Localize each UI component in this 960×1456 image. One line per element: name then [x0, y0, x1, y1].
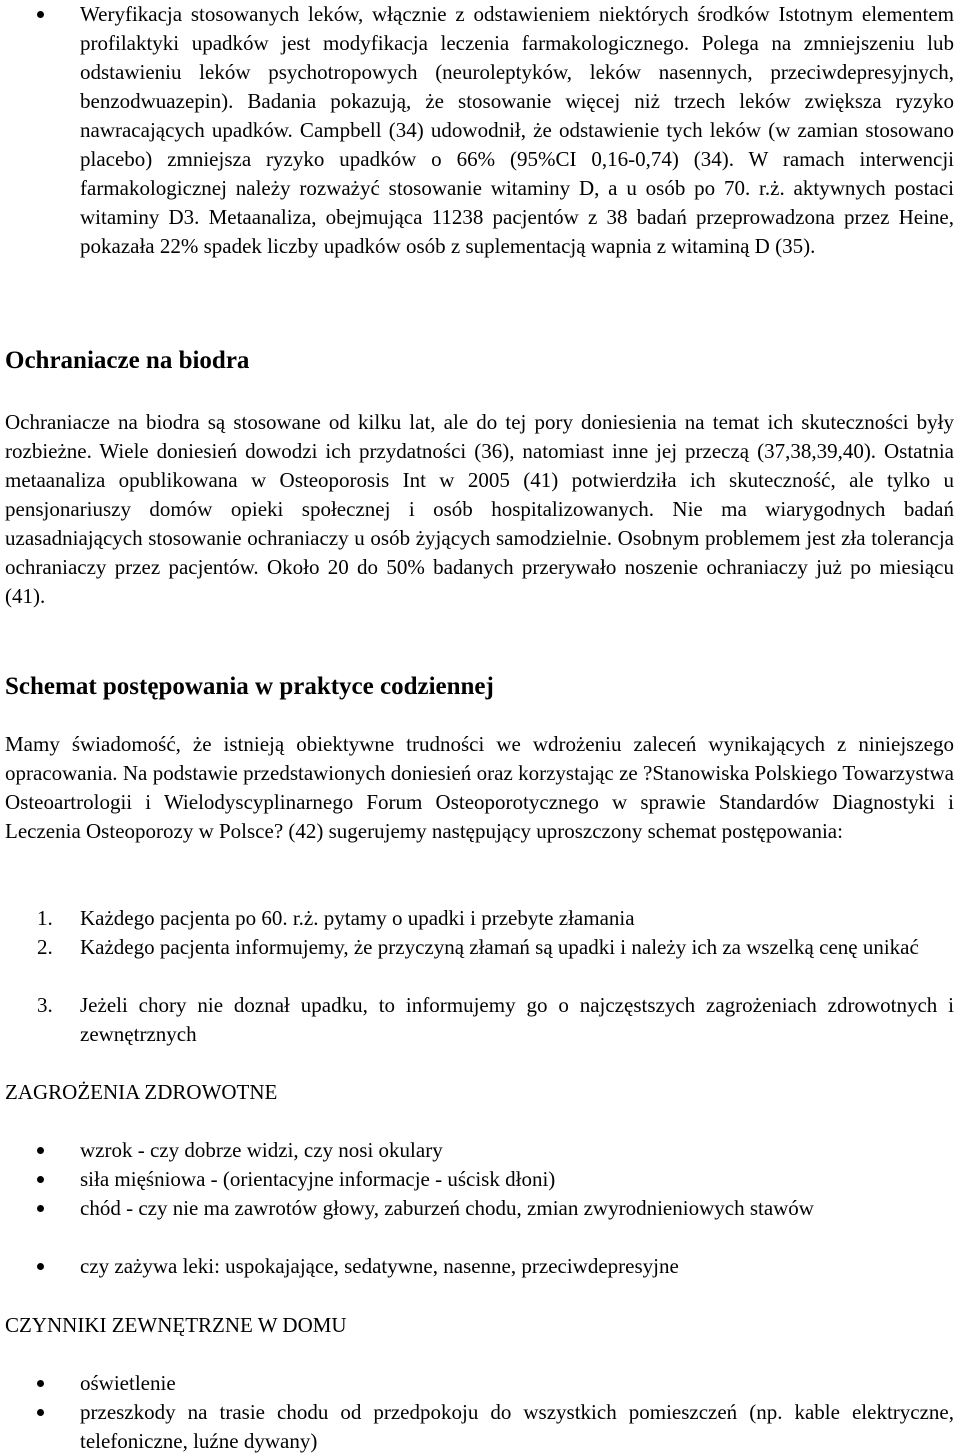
step-text: Każdego pacjenta informujemy, że przyczyną złamań są upadki i należy ich za wszelką cenę unikać — [80, 935, 919, 959]
step-number: 3. — [37, 993, 53, 1017]
section-heading-practice-scheme: Schemat postępowania w praktyce codziennej — [5, 673, 494, 700]
practice-scheme-paragraph: Mamy świadomość, że istnieją obiektywne trudności we wdrożeniu zaleceń wynikających z niniejszego opracowania. Na podstawie przedstawionych doniesień oraz korzystając ze ?Stanowiska Polskiego Towarzystwa Osteoartrologii i Wielodyscyplinarnego Forum Osteoporotycznego w sprawie Standardów Diagnostyki i Leczenia Osteoporozy w Polsce? (42) sugerujemy następujący uproszczony schemat postępowania: — [5, 732, 954, 843]
home-factor-item-1 — [0, 1369, 960, 1398]
step-item-3 — [0, 991, 960, 1049]
section-heading-health-risks: ZAGROŻENIA ZDROWOTNE — [5, 1080, 278, 1104]
home-factor-text: oświetlenie — [80, 1371, 176, 1395]
intro-bullet-item — [0, 0, 960, 261]
health-risk-item-2 — [0, 1165, 960, 1194]
bullet-dot-icon — [37, 1205, 44, 1212]
step-number: 2. — [37, 935, 53, 959]
health-risk-item-3 — [0, 1194, 960, 1223]
health-risk-text: czy zażywa leki: uspokajające, sedatywne, nasenne, przeciwdepresyjne — [80, 1254, 679, 1278]
bullet-dot-icon — [37, 11, 44, 18]
intro-bullet-text: Weryfikacja stosowanych leków, włącznie z odstawieniem niektórych środków Istotnym elementem profilaktyki upadków jest modyfikacja leczenia farmakologicznego. Polega na zmniejszeniu lub odstawieniu leków psychotropowych (neuroleptyków, leków nasennych, przeciwdepresyjnych, benzodwuazepin). Badania pokazują, że stosowanie więcej niż trzech leków zwiększa ryzyko nawracających upadków. Campbell (34) udowodnił, że odstawienie tych leków (w zamian stosowano placebo) zmniejsza ryzyko upadków o 66% (95%CI 0,16-0,74) (34). W ramach interwencji farmakologicznej należy rozważyć stosowanie witaminy D, a u osób po 70. r.ż. aktywnych postaci witaminy D3. Metaanaliza, obejmująca 11238 pacjentów z 38 badań przeprowadzona przez Heine, pokazała 22% spadek liczby upadków osób z suplementacją wapnia z witaminą D (35). — [80, 2, 954, 258]
bullet-dot-icon — [37, 1409, 44, 1416]
hip-protectors-paragraph: Ochraniacze na biodra są stosowane od kilku lat, ale do tej pory doniesienia na temat ich skuteczności były rozbieżne. Wiele doniesień dowodzi ich przydatności (36), natomiast inne jej przeczą (37,38,39,40). Ostatnia metaanaliza opublikowana w Osteoporosis Int w 2005 (41) potwierdziła ich skuteczność, ale tylko u pensjonariuszy domów opieki społecznej i osób hospitalizowanych. Nie ma wiarygodnych badań uzasadniających stosowanie ochraniaczy u osób żyjących samodzielnie. Osobnym problemem jest zła tolerancja ochraniaczy przez pacjentów. Około 20 do 50% badanych przerywało noszenie ochraniaczy już po miesiącu (41). — [5, 410, 954, 608]
step-text: Każdego pacjenta po 60. r.ż. pytamy o upadki i przebyte złamania — [80, 906, 635, 930]
health-risk-text: wzrok - czy dobrze widzi, czy nosi okulary — [80, 1138, 443, 1162]
step-item-2 — [0, 933, 960, 962]
health-risk-item-4 — [0, 1252, 960, 1281]
home-factor-text: przeszkody na trasie chodu od przedpokoju do wszystkich pomieszczeń (np. kable elektryczne, telefoniczne, luźne dywany) — [80, 1400, 954, 1453]
health-risk-text: chód - czy nie ma zawrotów głowy, zaburzeń chodu, zmian zwyrodnieniowych stawów — [80, 1196, 814, 1220]
step-text: Jeżeli chory nie doznał upadku, to informujemy go o najczęstszych zagrożeniach zdrowotnych i zewnętrznych — [80, 993, 954, 1046]
health-risk-text: siła mięśniowa - (orientacyjne informacje - uścisk dłoni) — [80, 1167, 556, 1191]
bullet-dot-icon — [37, 1380, 44, 1387]
health-risk-item-1 — [0, 1136, 960, 1165]
section-heading-home-factors: CZYNNIKI ZEWNĘTRZNE W DOMU — [5, 1313, 347, 1337]
bullet-dot-icon — [37, 1176, 44, 1183]
step-number: 1. — [37, 906, 53, 930]
bullet-dot-icon — [37, 1263, 44, 1270]
step-item-1 — [0, 904, 960, 933]
bullet-dot-icon — [37, 1147, 44, 1154]
home-factor-item-2 — [0, 1398, 960, 1456]
section-heading-hip-protectors: Ochraniacze na biodra — [5, 347, 250, 374]
